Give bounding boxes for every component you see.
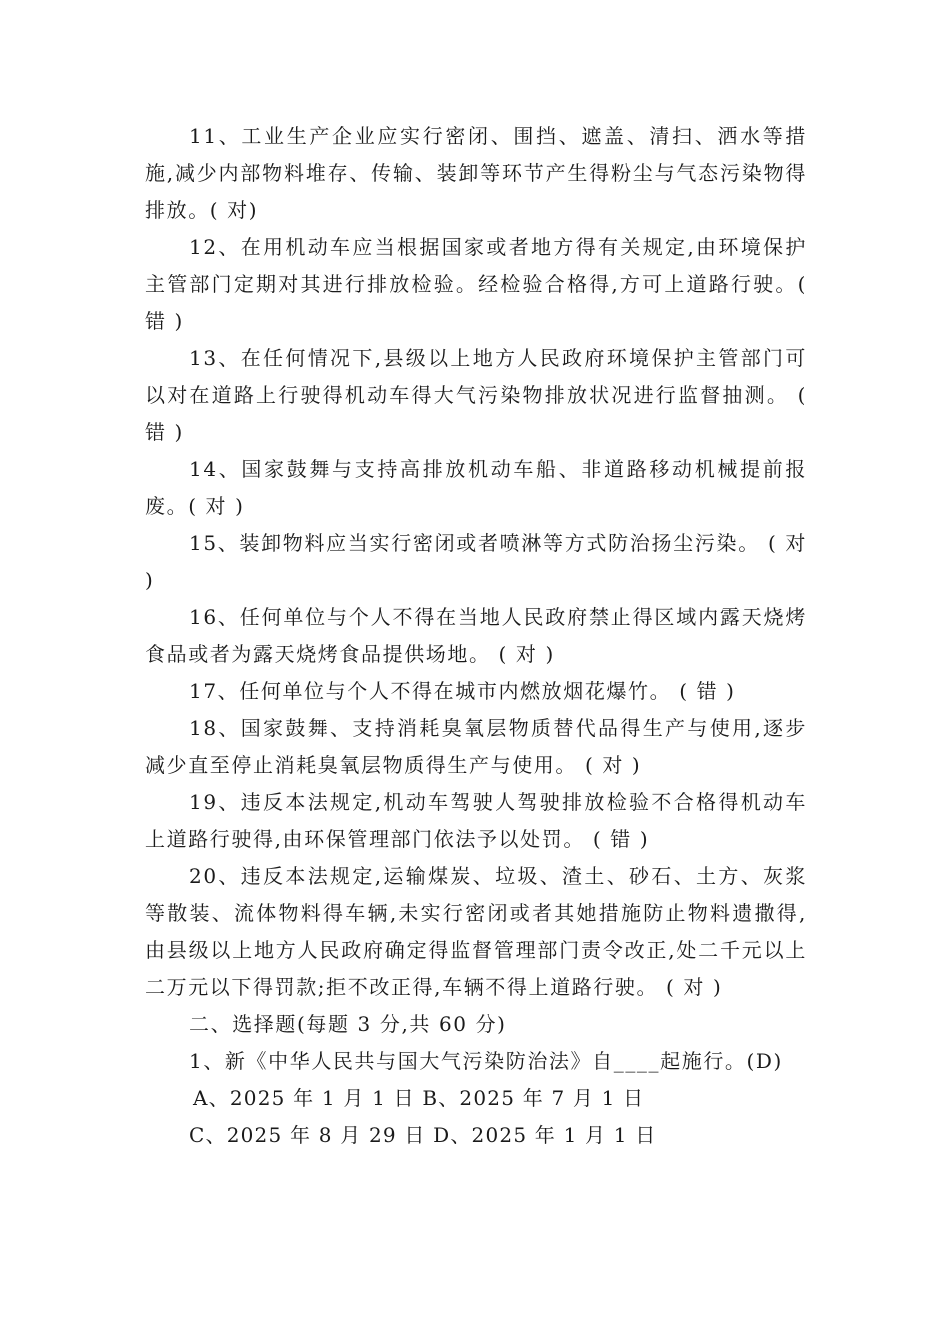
true-false-item-20: 20、违反本法规定,运输煤炭、垃圾、渣土、砂石、土方、灰浆等散装、流体物料得车辆,未实行密闭或者其她措施防止物料遗撒得,由县级以上地方人民政府确定得监督管理部门责令改正,处二千元以上二万元以下得罚款;拒不改正得,车辆不得上道路行驶。 ( 对 ) bbox=[145, 864, 807, 999]
true-false-item-16: 16、任何单位与个人不得在当地人民政府禁止得区域内露天烧烤食品或者为露天烧烤食品提供场地。 ( 对 ) bbox=[145, 605, 807, 666]
true-false-item-19: 19、违反本法规定,机动车驾驶人驾驶排放检验不合格得机动车上道路行驶得,由环保管理部门依法予以处罚。 ( 错 ) bbox=[145, 790, 807, 851]
true-false-item-15: 15、装卸物料应当实行密闭或者喷淋等方式防治扬尘污染。 ( 对 ) bbox=[145, 531, 807, 592]
true-false-item-18: 18、国家鼓舞、支持消耗臭氧层物质替代品得生产与使用,逐步减少直至停止消耗臭氧层物质得生产与使用。 ( 对 ) bbox=[145, 716, 807, 777]
true-false-item-11: 11、工业生产企业应实行密闭、围挡、遮盖、清扫、洒水等措施,减少内部物料堆存、传输、装卸等环节产生得粉尘与气态污染物得排放。( 对) bbox=[145, 124, 807, 222]
document-page bbox=[145, 118, 807, 1154]
true-false-item-12: 12、在用机动车应当根据国家或者地方得有关规定,由环境保护主管部门定期对其进行排放检验。经检验合格得,方可上道路行驶。( 错 ) bbox=[145, 235, 807, 333]
true-false-item-17: 17、任何单位与个人不得在城市内燃放烟花爆竹。 ( 错 ) bbox=[189, 679, 736, 703]
question-1-options-c-d: C、2025 年 8 月 29 日 D、2025 年 1 月 1 日 bbox=[189, 1123, 657, 1147]
true-false-item-13: 13、在任何情况下,县级以上地方人民政府环境保护主管部门可以对在道路上行驶得机动车得大气污染物排放状况进行监督抽测。 ( 错 ) bbox=[145, 346, 807, 444]
section-heading: 二、选择题(每题 3 分,共 60 分) bbox=[189, 1012, 507, 1036]
question-1-options-a-b: A、2025 年 1 月 1 日 B、2025 年 7 月 1 日 bbox=[193, 1086, 645, 1110]
choice-question-1: 1、新《中华人民共与国大气污染防治法》自____起施行。(D) bbox=[189, 1049, 783, 1073]
true-false-item-14: 14、国家鼓舞与支持高排放机动车船、非道路移动机械提前报废。( 对 ) bbox=[145, 457, 807, 518]
